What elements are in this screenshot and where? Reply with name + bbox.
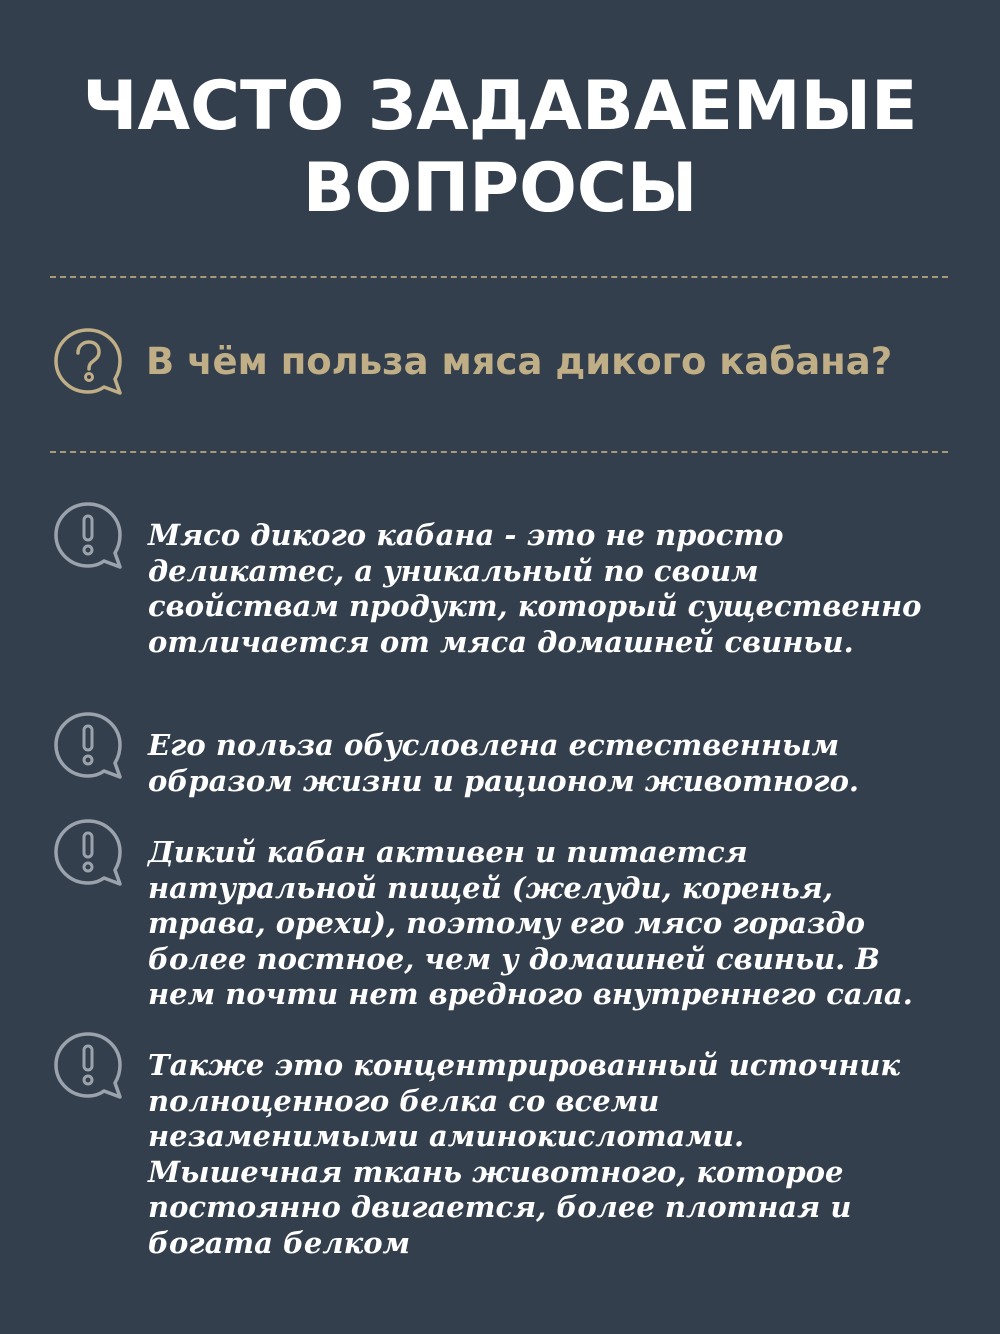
question-bubble-icon	[52, 326, 124, 398]
title-line-1: ЧАСТО ЗАДАВАЕМЫЕ	[82, 67, 918, 146]
exclamation-bubble-icon	[52, 817, 124, 889]
answer-text: Мясо дикого кабана - это не просто деликатес, а уникальный по своим свойствам продукт, который существенно отличается от мяса домашней свиньи.	[148, 518, 922, 659]
dashed-divider-top	[50, 276, 948, 278]
faq-question	[52, 326, 952, 402]
exclamation-bubble-icon	[52, 1030, 124, 1102]
answer-text: Его польза обусловлена естественным образом жизни и рационом животного.	[148, 728, 860, 798]
question-text: В чём польза мяса дикого кабана?	[146, 340, 893, 383]
exclamation-bubble-icon	[52, 710, 124, 782]
exclamation-bubble-icon	[52, 500, 124, 572]
answer-text: Дикий кабан активен и питается натуральной пищей (желуди, коренья, трава, орехи), поэтому его мясо гораздо более постное, чем у домашней свиньи. В нем почти нет вредного внутреннего сала.	[148, 835, 913, 1011]
title-line-2: ВОПРОСЫ	[302, 149, 698, 228]
answer-text: Также это концентрированный источник полноценного белка со всеми незаменимыми аминокислотами. Мышечная ткань животного, которое постоянно двигается, более плотная и богата белком	[148, 1048, 901, 1260]
page-title	[0, 66, 1000, 230]
dashed-divider-bottom	[50, 451, 948, 453]
